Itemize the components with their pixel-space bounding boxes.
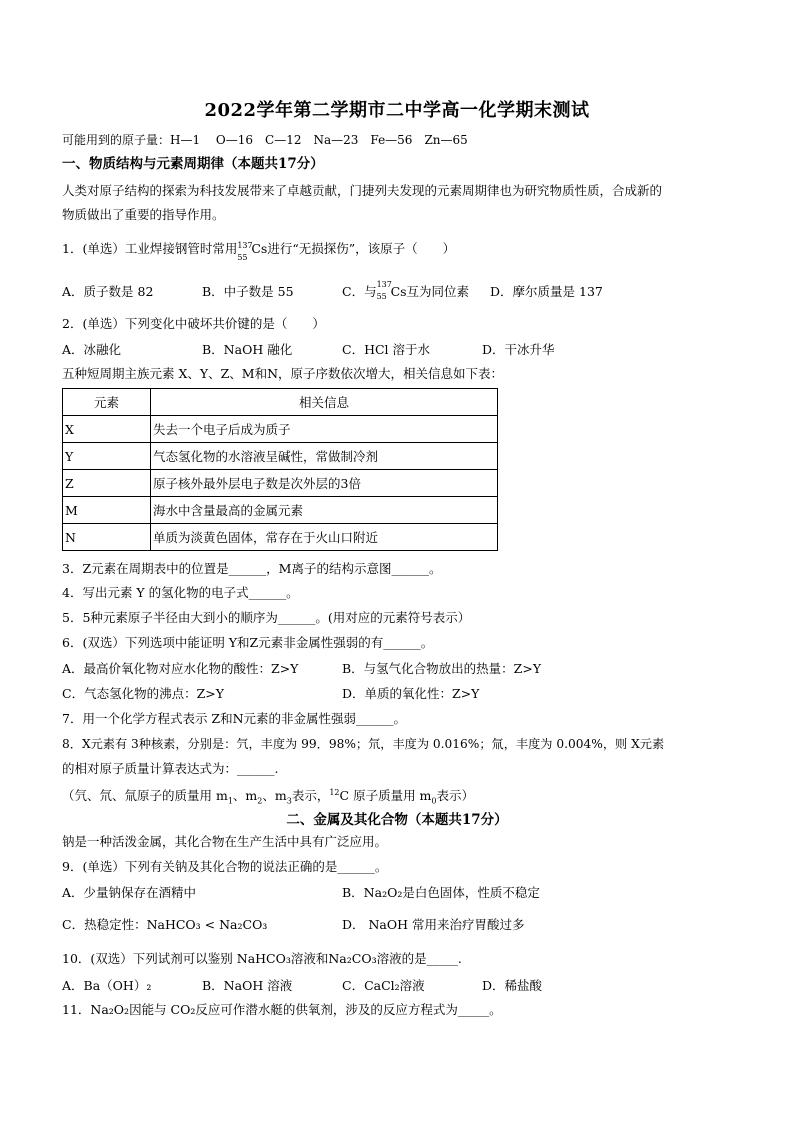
q1-option-a: A．质子数是 82 xyxy=(62,284,154,299)
section2-heading: 二、金属及其化合物（本题共17分） xyxy=(286,812,508,828)
table-intro: 五种短周期主族元素 X、Y、Z、M和N，原子序数依次增大，相关信息如下表： xyxy=(62,366,504,381)
cs-symbol: Cs xyxy=(251,241,268,256)
q8-note-end: 表示） xyxy=(436,788,475,804)
q1-option-c xyxy=(342,279,470,302)
q9-option-d: D． NaOH 常用来治疗胃酸过多 xyxy=(342,917,525,932)
atomic-number: 55 xyxy=(237,252,248,262)
section2-intro: 钠是一种活泼金属，其化合物在生产生活中具有广泛应用。 xyxy=(62,834,388,849)
question-8-line2: 的相对原子质量计算表达式为：______. xyxy=(62,761,279,776)
table-header-row xyxy=(63,389,498,416)
q1-option-c-prefix: C．与 xyxy=(342,284,377,299)
question-1 xyxy=(62,240,456,262)
question-4: 4．写出元素 Y 的氢化物的电子式______。 xyxy=(62,585,299,600)
question-6: 6．(双选）下列选项中能证明 Y和Z元素非金属性强弱的有______。 xyxy=(62,635,434,650)
q9-option-a: A．少量钠保存在酒精中 xyxy=(62,885,197,900)
q1-option-d: D．摩尔质量是 137 xyxy=(490,284,603,299)
table-row xyxy=(63,416,498,443)
q10-option-d: D．稀盐酸 xyxy=(482,978,543,993)
question-5: 5．5种元素原子半径由大到小的顺序为______。(用对应的元素符号表示） xyxy=(62,610,471,625)
section1-intro-line1: 人类对原子结构的探索为科技发展带来了卓越贡献，门捷列夫发现的元素周期律也为研究物质性质，合成新的 xyxy=(62,183,663,198)
q2-option-b: B．NaOH 融化 xyxy=(202,342,293,357)
section1-heading: 一、物质结构与元素周期律（本题共17分） xyxy=(62,156,324,172)
info-cell: 失去一个电子后成为质子 xyxy=(151,416,498,443)
q8-note-post: C 原子质量用 m xyxy=(339,788,432,804)
question-7: 7．用一个化学方程式表示 Z和N元素的非金属性强弱______。 xyxy=(62,711,407,726)
info-cell: 原子核外最外层电子数是次外层的3倍 xyxy=(151,470,498,497)
q1-option-c-suffix: Cs互为同位素 xyxy=(390,284,470,299)
exam-title: 2022学年第二学期市二中学高一化学期末测试 xyxy=(204,100,590,121)
q8-note-prefix: （氕、氘、氚原子的质量用 m xyxy=(62,788,228,804)
table-row xyxy=(63,524,498,551)
question-1-prefix: 1．(单选）工业焊接钢管时常用 xyxy=(62,241,238,256)
q8-note-mid: 表示， xyxy=(291,788,330,804)
table-header-info: 相关信息 xyxy=(151,389,498,416)
element-cell: X xyxy=(63,416,151,443)
info-cell: 气态氢化物的水溶液呈碱性，常做制冷剂 xyxy=(151,443,498,470)
atomic-number-option: 55 xyxy=(376,291,387,301)
question-11: 11．Na₂O₂因能与 CO₂反应可作潜水艇的供氧剂，涉及的反应方程式为_____。 xyxy=(62,1002,502,1017)
q2-option-a: A．冰融化 xyxy=(62,342,122,357)
q10-option-b: B．NaOH 溶液 xyxy=(202,978,293,993)
q6-option-d: D．单质的氧化性：Z>Y xyxy=(342,686,480,701)
element-cell: Z xyxy=(63,470,151,497)
question-1-suffix: 进行“无损探伤”，该原子（ ） xyxy=(267,241,456,256)
element-cell: N xyxy=(63,524,151,551)
table-header-element: 元素 xyxy=(63,389,151,416)
q1-option-b: B．中子数是 55 xyxy=(202,284,294,299)
mass-number-option: 137 xyxy=(376,279,392,289)
question-3: 3．Z元素在周期表中的位置是______，M离子的结构示意图______。 xyxy=(62,561,442,576)
info-cell: 单质为淡黄色固体，常存在于火山口附近 xyxy=(151,524,498,551)
atomic-masses: 可能用到的原子量：H—1 O—16 C—12 Na—23 Fe—56 Zn—65 xyxy=(62,133,468,147)
section1-intro-line2: 物质做出了重要的指导作用。 xyxy=(62,207,225,222)
element-cell: M xyxy=(63,497,151,524)
info-cell: 海水中含量最高的金属元素 xyxy=(151,497,498,524)
question-8-line1: 8．X元素有 3种核素，分别是：氕，丰度为 99．98%；氘，丰度为 0.016%；氚，丰度为 0.004%，则 X元素 xyxy=(62,737,665,751)
cs-nuclide-option xyxy=(376,279,392,302)
q9-option-c: C．热稳定性：NaHCO₃ < Na₂CO₃ xyxy=(62,917,268,932)
q6-option-a: A．最高价氧化物对应水化物的酸性：Z>Y xyxy=(62,661,299,676)
question-9: 9．(单选）下列有关钠及其化合物的说法正确的是______。 xyxy=(62,859,388,874)
q9-option-b: B．Na₂O₂是白色固体，性质不稳定 xyxy=(342,885,540,900)
q10-option-a: A．Ba（OH）₂ xyxy=(62,978,152,993)
table-row xyxy=(63,470,498,497)
q2-option-d: D．干冰升华 xyxy=(482,342,555,357)
mass-number: 137 xyxy=(237,240,253,250)
cs-nuclide xyxy=(237,240,253,262)
question-2: 2．(单选）下列变化中破坏共价键的是（ ） xyxy=(62,316,325,331)
q10-option-c: C．CaCl₂溶液 xyxy=(342,978,425,993)
question-8-note: （氕、氘、氚原子的质量用 $m_1$、$m_2$、$m_3$表示，$^{12}$C 原子质量用 $m_0$表示） xyxy=(62,788,475,806)
q6-option-c: C．气态氢化物的沸点：Z>Y xyxy=(62,686,224,701)
element-cell: Y xyxy=(63,443,151,470)
table-row xyxy=(63,443,498,470)
question-10: 10．(双选）下列试剂可以鉴别 NaHCO₃溶液和Na₂CO₃溶液的是_____. xyxy=(62,951,462,966)
q2-option-c: C．HCl 溶于水 xyxy=(342,342,431,357)
q6-option-b: B．与氢气化合物放出的热量：Z>Y xyxy=(342,661,542,676)
element-info-table xyxy=(62,388,498,551)
table-row xyxy=(63,497,498,524)
carbon-mass-number: 12 xyxy=(329,788,340,797)
